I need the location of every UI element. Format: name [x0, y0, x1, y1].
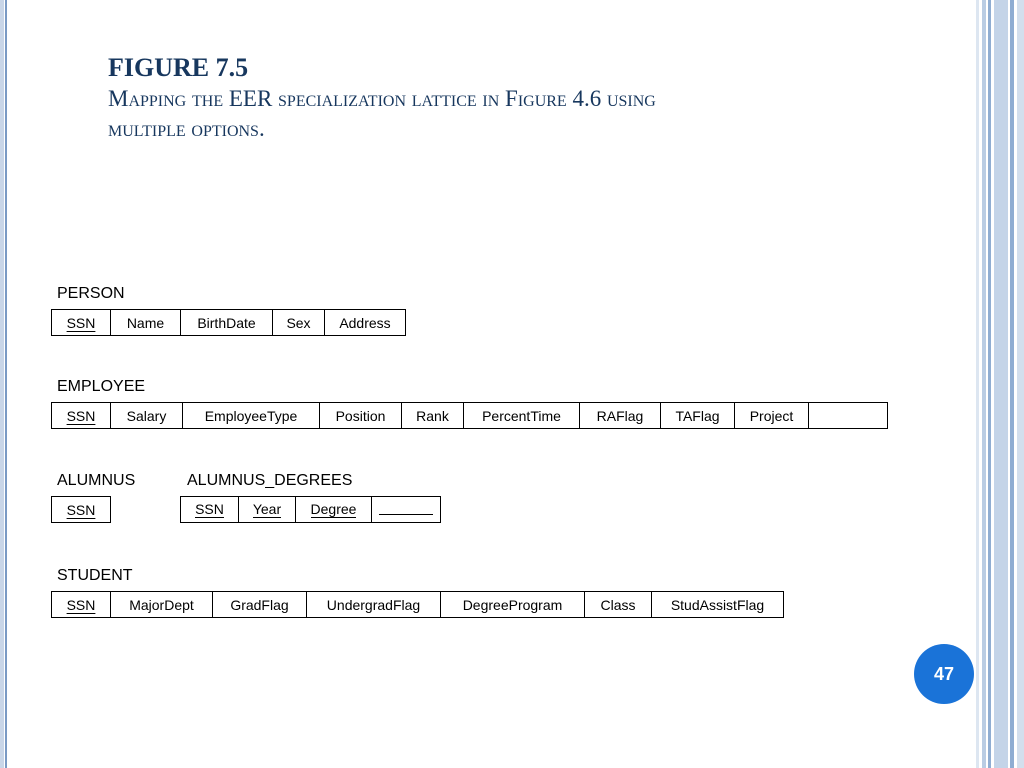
attribute-cell: Name	[126, 314, 165, 331]
relation-name-alumnus-degrees: ALUMNUS_DEGREES	[187, 472, 353, 489]
relation-name-person: PERSON	[57, 285, 125, 302]
attribute-cell: Rank	[416, 407, 449, 424]
figure-caption-line2: multiple options.	[108, 116, 265, 141]
slide-left-border	[0, 0, 10, 768]
attribute-cell: EmployeeType	[204, 407, 298, 424]
attribute-cell: DegreeProgram	[462, 596, 563, 613]
relation-table-alumnus	[51, 496, 111, 523]
relation-name-employee: EMPLOYEE	[57, 378, 146, 395]
attribute-cell: SSN	[66, 407, 96, 424]
page-number-badge: 47	[914, 644, 974, 704]
relation-table-student	[51, 591, 784, 618]
figure-caption-line1: Mapping the EER specialization lattice in Figure 4.6 using	[108, 86, 656, 111]
attribute-cell: Project	[749, 407, 794, 424]
attribute-cell: Sex	[286, 314, 311, 331]
attribute-cell: SSN	[195, 501, 224, 517]
attribute-cell: StudAssistFlag	[670, 596, 765, 613]
attribute-cell: UndergradFlag	[326, 596, 421, 613]
slide-right-border	[976, 0, 1024, 768]
slide-title	[108, 54, 928, 144]
attribute-cell: RAFlag	[596, 407, 644, 424]
attribute-cell: MajorDept	[129, 596, 194, 613]
attribute-cell: Address	[339, 314, 391, 331]
attribute-cell: Degree	[310, 501, 357, 517]
relation-table-employee	[51, 402, 888, 429]
attribute-cell: TAFlag	[675, 407, 720, 424]
attribute-cell: BirthDate	[197, 314, 256, 331]
attribute-cell: Salary	[126, 407, 167, 424]
attribute-cell: PercentTime	[482, 407, 561, 424]
attribute-cell: SSN	[66, 314, 96, 331]
figure-label: FIGURE 7.5	[108, 53, 249, 82]
relation-name-student: STUDENT	[57, 567, 133, 584]
attribute-cell: GradFlag	[230, 596, 289, 613]
attribute-cell: Position	[335, 407, 386, 424]
attribute-cell: SSN	[66, 596, 96, 613]
attribute-cell: SSN	[66, 501, 96, 518]
relation-name-alumnus: ALUMNUS	[57, 472, 136, 489]
attribute-cell: Year	[252, 501, 282, 517]
attribute-cell	[379, 514, 433, 515]
attribute-cell: Class	[600, 596, 636, 613]
relation-table-alumnus-degrees	[180, 496, 441, 523]
relation-table-person	[51, 309, 406, 336]
